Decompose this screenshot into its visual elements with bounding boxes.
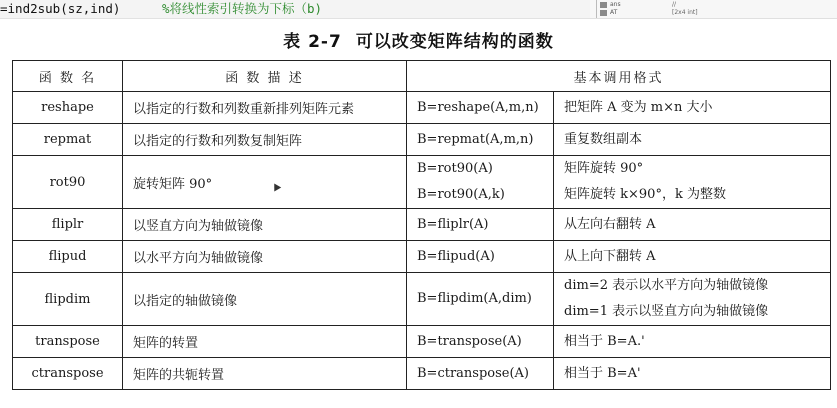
function-desc-cell: 矩阵的转置 bbox=[123, 326, 407, 358]
call-syntax: B=flipdim(A,dim) bbox=[417, 291, 532, 306]
call-note: 从上向下翻转 A bbox=[564, 248, 656, 264]
call-syntax-cell bbox=[407, 209, 554, 241]
workspace-var-value: [2x4 int] bbox=[672, 9, 698, 16]
workspace-var-name: ans bbox=[610, 1, 621, 8]
table-caption bbox=[0, 27, 837, 52]
function-desc-cell: 以竖直方向为轴做镜像 bbox=[123, 209, 407, 241]
function-desc-cell: 以指定的行数和列数重新排列矩阵元素 bbox=[123, 92, 407, 124]
call-syntax: B=rot90(A,k) bbox=[417, 187, 505, 202]
function-table bbox=[12, 60, 831, 390]
function-name-cell: transpose bbox=[13, 326, 123, 358]
function-desc-cell: 以指定的行数和列数复制矩阵 bbox=[123, 124, 407, 156]
call-syntax: B=flipud(A) bbox=[417, 248, 495, 264]
call-syntax: B=rot90(A) bbox=[417, 161, 493, 176]
workspace-row[interactable] bbox=[600, 9, 617, 17]
workspace-divider bbox=[596, 0, 597, 18]
call-note: dim=2 表示以水平方向为轴做镜像 bbox=[564, 278, 769, 293]
function-name-cell: ctranspose bbox=[13, 358, 123, 390]
code-text: =ind2sub(sz,ind) bbox=[0, 1, 121, 16]
table-row bbox=[13, 273, 831, 326]
function-name-cell: rot90 bbox=[13, 156, 123, 209]
call-note: 相当于 B=A' bbox=[564, 365, 641, 381]
variable-icon bbox=[600, 2, 607, 8]
table-row bbox=[13, 124, 831, 156]
call-note: 重复数组副本 bbox=[564, 131, 643, 147]
function-name-cell: flipdim bbox=[13, 273, 123, 326]
variable-icon bbox=[600, 10, 607, 16]
code-comment: %将线性索引转换为下标（b) bbox=[162, 1, 323, 16]
call-note: 相当于 B=A.' bbox=[564, 333, 645, 349]
call-note-cell bbox=[554, 241, 831, 273]
call-note-cell bbox=[554, 326, 831, 358]
call-note: 把矩阵 A 变为 m×n 大小 bbox=[564, 99, 713, 115]
call-note: 矩阵旋转 k×90°，k 为整数 bbox=[564, 187, 726, 202]
call-syntax: B=fliplr(A) bbox=[417, 216, 489, 232]
call-note-cell bbox=[554, 156, 831, 209]
table-number: 表 2-7 bbox=[283, 32, 342, 52]
call-syntax-cell bbox=[407, 156, 554, 209]
call-syntax-cell bbox=[407, 358, 554, 390]
table-header-row bbox=[13, 61, 831, 92]
function-desc-cell: 旋转矩阵 90° bbox=[123, 156, 407, 209]
table-title: 可以改变矩阵结构的函数 bbox=[355, 32, 554, 52]
table-row bbox=[13, 358, 831, 390]
call-note: 从左向右翻转 A bbox=[564, 216, 656, 232]
function-name-cell: reshape bbox=[13, 92, 123, 124]
header-function-desc: 函 数 描 述 bbox=[123, 61, 407, 92]
workspace-var-name: AT bbox=[610, 9, 618, 16]
call-note-cell bbox=[554, 92, 831, 124]
function-desc-cell: 以水平方向为轴做镜像 bbox=[123, 241, 407, 273]
workspace-var-value: // bbox=[672, 1, 677, 8]
table-row bbox=[13, 241, 831, 273]
header-usage: 基本调用格式 bbox=[407, 61, 831, 92]
function-name-cell: flipud bbox=[13, 241, 123, 273]
function-name-cell: fliplr bbox=[13, 209, 123, 241]
function-name-cell: repmat bbox=[13, 124, 123, 156]
table-row bbox=[13, 326, 831, 358]
workspace-row[interactable] bbox=[600, 1, 621, 9]
call-note: dim=1 表示以竖直方向为轴做镜像 bbox=[564, 304, 769, 319]
call-note-cell bbox=[554, 124, 831, 156]
header-function-name: 函 数 名 bbox=[13, 61, 123, 92]
table-row bbox=[13, 92, 831, 124]
workspace-panel[interactable] bbox=[590, 0, 837, 19]
function-desc-cell: 以指定的轴做镜像 bbox=[123, 273, 407, 326]
call-syntax-cell bbox=[407, 92, 554, 124]
call-syntax-cell bbox=[407, 241, 554, 273]
call-syntax: B=repmat(A,m,n) bbox=[417, 131, 534, 147]
call-syntax: B=reshape(A,m,n) bbox=[417, 99, 539, 115]
call-note-cell bbox=[554, 273, 831, 326]
call-note-cell bbox=[554, 358, 831, 390]
table-row bbox=[13, 156, 831, 209]
call-syntax-cell bbox=[407, 326, 554, 358]
table-row bbox=[13, 209, 831, 241]
call-syntax: B=transpose(A) bbox=[417, 333, 522, 349]
call-syntax: B=ctranspose(A) bbox=[417, 365, 530, 381]
call-note: 矩阵旋转 90° bbox=[564, 161, 644, 176]
code-editor-line[interactable] bbox=[0, 0, 590, 19]
call-syntax-cell bbox=[407, 273, 554, 326]
call-note-cell bbox=[554, 209, 831, 241]
call-syntax-cell bbox=[407, 124, 554, 156]
function-desc-cell: 矩阵的共轭转置 bbox=[123, 358, 407, 390]
